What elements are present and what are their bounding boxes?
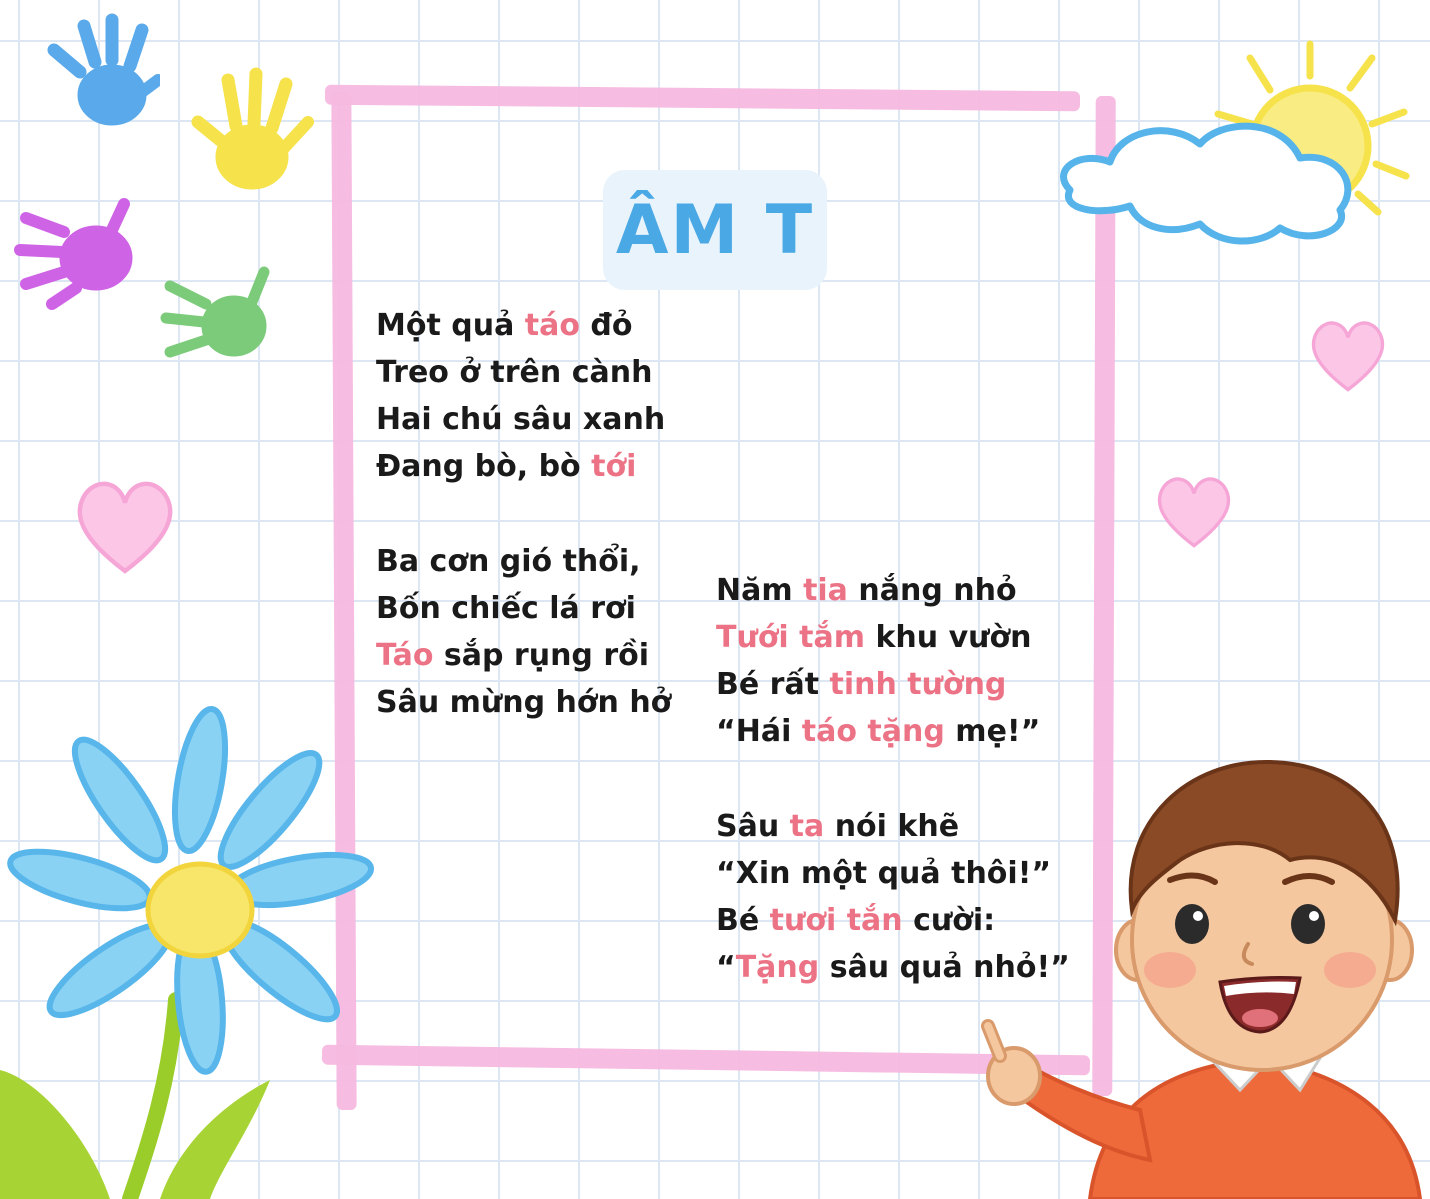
poem-text: sâu quả nhỏ!” bbox=[819, 950, 1070, 985]
highlighted-word: Tặng bbox=[735, 950, 820, 985]
poem-text: Bốn chiếc lá rơi bbox=[376, 591, 636, 626]
poem-text: mẹ!” bbox=[944, 714, 1041, 749]
poem-line bbox=[376, 396, 665, 443]
poem-line bbox=[376, 632, 671, 679]
handprint-purple-icon bbox=[12, 196, 142, 311]
stanza-1 bbox=[376, 302, 665, 490]
poem-text: sắp rụng rồi bbox=[433, 638, 650, 673]
highlighted-word: ta bbox=[789, 809, 825, 844]
poem-text: Bé rất bbox=[716, 667, 830, 702]
cloud-icon bbox=[1050, 100, 1360, 250]
highlighted-word: tinh tường bbox=[829, 667, 1007, 702]
poem-text: cười: bbox=[902, 903, 996, 938]
poem-text: “Hái bbox=[716, 714, 802, 749]
poem-text: Đang bò, bò bbox=[376, 449, 592, 484]
poem-text: nắng nhỏ bbox=[847, 573, 1017, 608]
heart-icon bbox=[1306, 312, 1390, 400]
handprint-yellow-icon bbox=[190, 62, 315, 202]
highlighted-word: Táo bbox=[376, 638, 434, 673]
poem-text: Sâu bbox=[716, 809, 790, 844]
poem-text: Sâu mừng hớn hở bbox=[376, 685, 672, 720]
highlighted-word: táo tặng bbox=[801, 714, 945, 749]
highlighted-word: tươi tắn bbox=[769, 903, 903, 938]
poem-text: đỏ bbox=[579, 308, 633, 343]
handprint-green-icon bbox=[160, 262, 280, 372]
poem-line bbox=[376, 538, 671, 585]
stanza-2 bbox=[376, 538, 671, 726]
poem-line bbox=[376, 585, 671, 632]
handprint-blue-icon bbox=[40, 10, 160, 140]
title-badge bbox=[603, 170, 827, 290]
poem-line bbox=[716, 567, 1040, 614]
stanza-3 bbox=[716, 567, 1040, 755]
poem-text: khu vườn bbox=[865, 620, 1032, 655]
poem-line bbox=[716, 614, 1040, 661]
highlighted-word: táo bbox=[524, 308, 580, 343]
heart-icon bbox=[1152, 468, 1236, 556]
poem-line bbox=[376, 443, 665, 490]
page-title: ÂM T bbox=[615, 190, 815, 270]
poem-text: nói khẽ bbox=[824, 809, 960, 844]
highlighted-word: tia bbox=[803, 573, 848, 608]
poem-text: Năm bbox=[716, 573, 804, 608]
heart-icon bbox=[70, 472, 180, 582]
poem-text: “ bbox=[716, 950, 736, 985]
poem-text: Bé bbox=[716, 903, 770, 938]
poem-text: “Xin một quả thôi!” bbox=[716, 856, 1052, 891]
poem-line bbox=[376, 349, 665, 396]
highlighted-word: Tưới tắm bbox=[716, 620, 866, 655]
boy-illustration bbox=[970, 740, 1430, 1199]
poem-text: Hai chú sâu xanh bbox=[376, 402, 666, 437]
frame-top bbox=[325, 85, 1080, 112]
poem-line bbox=[376, 679, 671, 726]
poem-text: Một quả bbox=[376, 308, 525, 343]
flower-icon bbox=[0, 700, 390, 1199]
poem-text: Treo ở trên cành bbox=[376, 355, 653, 390]
poem-line bbox=[716, 661, 1040, 708]
highlighted-word: tới bbox=[591, 449, 637, 484]
poem-text: Ba cơn gió thổi, bbox=[376, 544, 641, 579]
poem-line bbox=[376, 302, 665, 349]
